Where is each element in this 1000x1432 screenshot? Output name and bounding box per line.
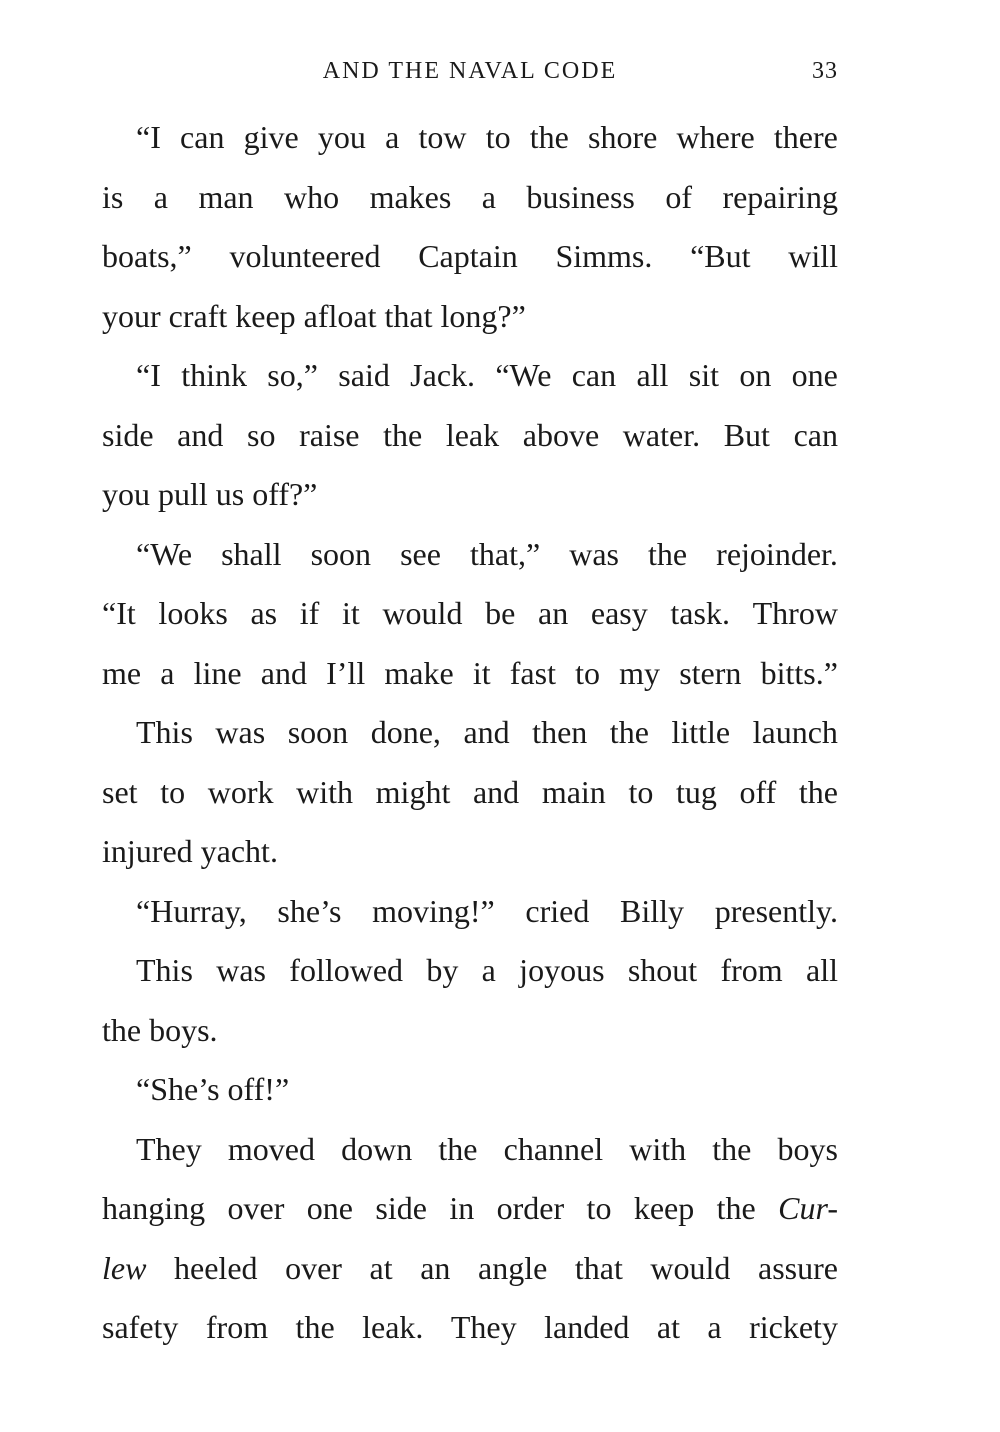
word: with (629, 1130, 687, 1167)
word: leak. (362, 1309, 424, 1345)
word: stern (679, 654, 742, 691)
word: by (426, 952, 459, 988)
word: done, (370, 714, 441, 750)
word: can (571, 357, 617, 393)
word: fast (509, 654, 556, 691)
word: the (383, 416, 423, 453)
word: keep (633, 1190, 695, 1226)
word: who (284, 178, 340, 215)
word: moving!” (372, 892, 495, 929)
word: over (227, 1190, 285, 1226)
word: But (723, 416, 770, 453)
text-line (102, 763, 838, 823)
word: heeled (174, 1249, 258, 1286)
word: of (665, 178, 692, 215)
word: my (619, 654, 661, 691)
word: the (712, 1130, 752, 1167)
word: the (529, 119, 569, 155)
word: “I (136, 357, 161, 393)
word: tow (418, 119, 467, 155)
word: makes (369, 178, 452, 215)
word: the (716, 1190, 756, 1226)
word: bitts.” (760, 654, 838, 691)
word: to (575, 654, 600, 691)
word: work (207, 773, 274, 810)
word: side (102, 416, 154, 453)
word: to (160, 773, 186, 810)
text-line (102, 108, 838, 168)
word: task. (670, 595, 730, 631)
word: I’ll (326, 654, 366, 691)
word: man (198, 178, 254, 215)
word: safety (102, 1309, 179, 1345)
word: landed (544, 1309, 630, 1345)
word: to (628, 773, 654, 810)
word: and (177, 416, 224, 453)
word: might (375, 773, 451, 810)
word: boys (777, 1130, 838, 1167)
word: joyous (519, 952, 605, 988)
text-line (102, 584, 838, 644)
word: raise (299, 416, 360, 453)
word: from (720, 952, 783, 988)
word: so (247, 416, 276, 453)
word: a (385, 119, 400, 155)
word: “Hurray, (136, 892, 247, 929)
word: give (243, 119, 299, 155)
word: This (136, 952, 193, 988)
text-line (102, 644, 838, 704)
word: side (375, 1190, 427, 1226)
word: it (472, 654, 491, 691)
word: think (181, 357, 247, 393)
word: a (481, 952, 496, 988)
word: a (707, 1309, 722, 1345)
word: she’s (277, 892, 342, 929)
word: repairing (722, 178, 838, 215)
word: Throw (752, 595, 838, 631)
word: it (341, 595, 360, 631)
word: assure (758, 1249, 838, 1286)
word: that,” (469, 535, 541, 572)
word: said (338, 357, 390, 393)
word: off (739, 773, 777, 810)
word: angle (477, 1249, 548, 1286)
word: can (793, 416, 838, 453)
word: down (341, 1130, 413, 1167)
word: and (463, 714, 510, 750)
text-line (102, 406, 838, 466)
word: so,” (267, 357, 318, 393)
word: would (650, 1249, 731, 1286)
word: can (180, 119, 225, 155)
word: was (569, 535, 619, 572)
word: a (153, 178, 168, 215)
text-line (102, 1298, 838, 1358)
word: the (798, 773, 838, 810)
word: with (296, 773, 354, 810)
running-head (102, 58, 838, 92)
word: followed (289, 952, 404, 988)
word: channel (503, 1130, 604, 1167)
word: all (636, 357, 669, 393)
word: an (537, 595, 569, 631)
word: main (541, 773, 606, 810)
word: to (586, 1190, 612, 1226)
word: the (438, 1130, 478, 1167)
word: soon (310, 535, 372, 572)
word: and (260, 654, 307, 691)
word: Cur- (778, 1190, 838, 1226)
word: was (215, 714, 266, 750)
word: Billy (620, 892, 685, 929)
word: see (400, 535, 441, 572)
word: all (806, 952, 838, 988)
line-text: your craft keep afloat that long?” (102, 297, 526, 334)
text-line (102, 703, 838, 763)
word: in (449, 1190, 475, 1226)
word: sit (688, 357, 719, 393)
word: is (102, 178, 124, 215)
word: tug (675, 773, 717, 810)
text-line (102, 346, 838, 406)
word: looks (158, 595, 228, 631)
word: as (250, 595, 278, 631)
running-title: AND THE NAVAL CODE (322, 58, 618, 84)
word: business (526, 178, 635, 215)
word: there (773, 119, 838, 155)
word: shall (221, 535, 282, 572)
word: to (485, 119, 511, 155)
word: set (102, 773, 138, 810)
word: if (299, 595, 320, 631)
word: was (216, 952, 266, 988)
word: you (317, 119, 366, 155)
word: “We (136, 535, 193, 572)
text-line (102, 168, 838, 228)
text-line (102, 465, 838, 525)
text-line (102, 1001, 838, 1061)
word: “But (690, 238, 751, 274)
word: boats,” (102, 238, 192, 274)
word: water. (622, 416, 701, 453)
word: They (136, 1130, 202, 1167)
word: rejoinder. (716, 535, 838, 572)
page-number: 33 (812, 58, 838, 84)
word: soon (287, 714, 349, 750)
word: a (160, 654, 175, 691)
word: launch (752, 714, 838, 750)
word: be (485, 595, 516, 631)
word: order (496, 1190, 565, 1226)
word: above (522, 416, 600, 453)
word: shore (588, 119, 658, 155)
word: They (450, 1309, 517, 1345)
word: on (739, 357, 772, 393)
word: volunteered (229, 238, 381, 274)
word: “We (495, 357, 552, 393)
word: leak (445, 416, 500, 453)
word: a (481, 178, 496, 215)
word: Jack. (410, 357, 476, 393)
line-text: “She’s off!” (136, 1071, 290, 1107)
text-line (102, 1239, 838, 1299)
word: moved (227, 1130, 315, 1167)
word: Captain (418, 238, 518, 274)
text-line (102, 1060, 838, 1120)
line-text: you pull us off?” (102, 476, 318, 512)
word: over (285, 1249, 342, 1286)
word: that (574, 1249, 623, 1286)
word: the (648, 535, 688, 572)
word: little (671, 714, 731, 750)
text-line (102, 525, 838, 585)
word: will (788, 238, 838, 274)
text-line (102, 1179, 838, 1239)
word: presently. (714, 892, 838, 929)
word: one (791, 357, 838, 393)
body-text (102, 108, 838, 1358)
word: cried (525, 892, 590, 929)
word: me (102, 654, 142, 691)
word: at (369, 1249, 393, 1286)
word: then (532, 714, 588, 750)
word: rickety (749, 1309, 838, 1345)
word: lew (102, 1249, 147, 1286)
word: one (306, 1190, 353, 1226)
text-line (102, 822, 838, 882)
text-line (102, 227, 838, 287)
word: the (609, 714, 649, 750)
word: from (205, 1309, 269, 1345)
word: would (382, 595, 463, 631)
word: Simms. (555, 238, 653, 274)
word: the (295, 1309, 335, 1345)
text-line (102, 882, 838, 942)
text-line (102, 287, 838, 347)
word: make (384, 654, 454, 691)
line-text: the boys. (102, 1011, 218, 1048)
word: an (420, 1249, 451, 1286)
word: “It (102, 595, 136, 631)
word: at (656, 1309, 680, 1345)
line-text: injured yacht. (102, 833, 278, 869)
word: and (472, 773, 520, 810)
word: line (193, 654, 242, 691)
word: where (676, 119, 755, 155)
word: hanging (102, 1190, 206, 1226)
word: easy (590, 595, 648, 631)
word: This (136, 714, 193, 750)
word: shout (627, 952, 698, 988)
text-line (102, 1120, 838, 1180)
text-line (102, 941, 838, 1001)
word: “I (136, 119, 161, 155)
